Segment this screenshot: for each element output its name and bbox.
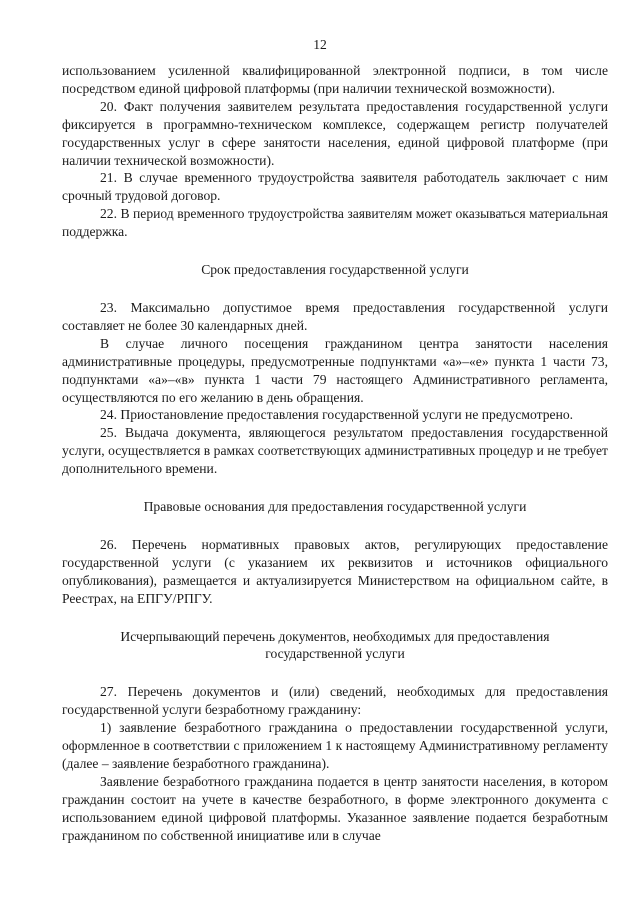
paragraph-27-application: Заявление безработного гражданина подается в центр занятости населения, в котором гражданин состоит на учете в качестве безработного, в форме электронного документа с использованием единой цифровой платформы. Указанное заявление подается безработным гражданином по собственной инициативе или в случае [62, 773, 608, 843]
heading-documents: Исчерпывающий перечень документов, необходимых для предоставления государственной услуги [120, 628, 550, 662]
heading-term: Срок предоставления государственной услуги [201, 262, 469, 278]
paragraph-20: 20. Факт получения заявителем результата предоставления государственной услуги фиксируется в программно-техническом комплексе, содержащем регистр получателей государственных услуг в сфере занятости населения, единой цифровой платформе (при наличии технической возможности). [62, 98, 608, 168]
paragraph-27-item-1: 1) заявление безработного гражданина о предоставлении государственной услуги, оформленное в соответствии с приложением 1 к настоящему Административному регламенту (далее – заявление безработного гражданина). [62, 720, 608, 771]
paragraph-23: 23. Максимально допустимое время предоставления государственной услуги составляет не более 30 календарных дней. [62, 299, 608, 333]
heading-legal-basis: Правовые основания для предоставления государственной услуги [143, 499, 527, 515]
paragraph-27: 27. Перечень документов и (или) сведений, необходимых для предоставления государственной услуги безработному гражданину: [62, 684, 608, 718]
document-body [62, 62, 608, 845]
paragraph-26: 26. Перечень нормативных правовых актов, регулирующих предоставление государственной услуги (с указанием их реквизитов и источников официального опубликования), размещается и актуализируется Министерством на официальном сайте, в Реестрах, на ЕПГУ/РПГУ. [62, 536, 608, 606]
page-number: 12 [313, 37, 327, 52]
paragraph-21: 21. В случае временного трудоустройства заявителя работодатель заключает с ним срочный трудовой договор. [62, 170, 608, 204]
paragraph-continuation: использованием усиленной квалифицированной электронной подписи, в том числе посредством единой цифровой платформы (при наличии технической возможности). [62, 63, 608, 96]
paragraph-25: 25. Выдача документа, являющегося результатом предоставления государственной услуги, осуществляется в рамках соответствующих административных процедур и не требует дополнительного времени. [62, 425, 608, 477]
paragraph-23-personal-visit: В случае личного посещения гражданином центра занятости населения административные процедуры, предусмотренные подпунктами «а»–«е» пункта 1 части 73, подпунктами «а»–«в» пункта 1 части 79 настоящего Административного регламента, осуществляются по его желанию в день обращения. [62, 335, 608, 405]
paragraph-24: 24. Приостановление предоставления государственной услуги не предусмотрено. [100, 407, 574, 423]
paragraph-22: 22. В период временного трудоустройства заявителям может оказываться материальная поддержка. [62, 206, 608, 240]
